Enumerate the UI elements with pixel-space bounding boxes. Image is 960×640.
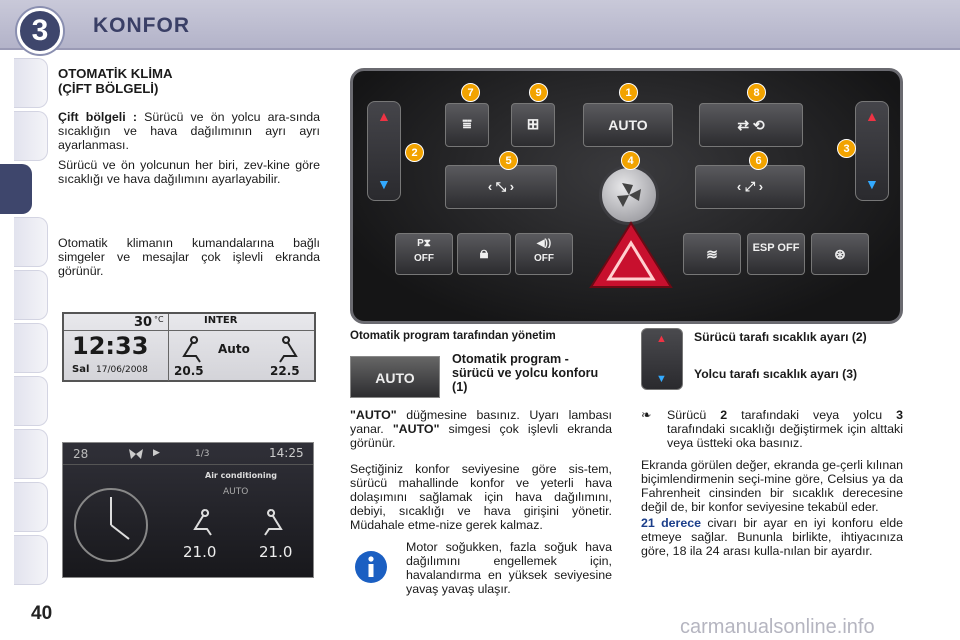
watermark: carmanualsonline.info (680, 616, 875, 638)
auto-program-text (350, 408, 612, 600)
date: 17/06/2008 (96, 365, 148, 375)
recirculation-icon: ⇄ ⟲ (737, 117, 765, 133)
fan-icon (125, 446, 147, 462)
driver-air-distribution-button[interactable] (445, 165, 557, 209)
child-lock-button[interactable] (811, 233, 869, 275)
text: simgesi çok işlevli ekranda görünür. (350, 422, 612, 450)
temp-down-arrow-icon: ▼ (865, 176, 879, 192)
driver-temp-rocker[interactable] (367, 101, 401, 201)
passenger-temp-heading: Yolcu tarafı sıcaklık ayarı (3) (694, 367, 858, 381)
figure-caption: Otomatik program tarafından yönetim (350, 330, 556, 342)
page-header (0, 0, 960, 50)
outside-temp: 28 (73, 447, 89, 461)
passenger-air-distribution-button[interactable] (695, 165, 805, 209)
temp-rocker-thumbnail (641, 328, 683, 390)
air-distribution-icon: ‹ ⤡ › (487, 179, 515, 194)
rear-window-demist-icon: ⊞ (526, 116, 540, 133)
info-text: Motor soğukken, fazla soğuk hava dağılımını engellemek için, havalandırma en yüksek seviyesine yavaş yavaş ulaşır. (406, 540, 612, 596)
suspension-icon: ≋ (706, 246, 718, 262)
callout-9: 9 (529, 83, 548, 102)
parking-sensor-icon: P⧗ (417, 238, 431, 249)
chapter-tab[interactable] (14, 429, 48, 479)
outside-temp: 30 (134, 315, 153, 330)
off-label: OFF (534, 253, 554, 264)
seat-icon (276, 334, 302, 364)
paragraph: Ekranda görülen değer, ekranda ge-çerli kılınan biçimlendirmenin seçi-mine göre, Celsius ya da Fahrenheit cinsinden bir sıcaklık derecesine değil de, bir konfor seviyesine tekabül eder. (641, 458, 903, 514)
auto-label: AUTO (608, 117, 648, 133)
number: 2 (720, 408, 728, 422)
alarm-off-button[interactable] (515, 233, 573, 275)
callout-1: 1 (619, 83, 638, 102)
dual-zone-text: Sürücü ve ön yolcu ara-sında sıcaklığın ve hava dağılımının ayrı ayrı ayarlanması. (58, 110, 320, 152)
page-number: 40 (31, 603, 53, 624)
seat-icon (189, 507, 215, 537)
alarm-icon: ◀)) (536, 238, 552, 249)
climate-control-panel (350, 68, 903, 324)
left-temp: 20.5 (174, 364, 204, 378)
right-temp: 21.0 (259, 543, 293, 561)
suspension-button[interactable] (683, 233, 741, 275)
child-safety-icon: ⊛ (834, 246, 846, 262)
seat-icon (178, 334, 204, 364)
callout-2: 2 (405, 143, 424, 162)
clock-face-icon (71, 485, 151, 565)
dual-zone-label: Çift bölgeli : (58, 110, 137, 124)
fan-icon (602, 168, 656, 222)
right-temp: 22.5 (270, 364, 300, 378)
multifunction-display-b (62, 442, 314, 578)
chapter-tab[interactable] (14, 217, 48, 267)
paragraph: Otomatik klimanın kumandalarına bağlı simgeler ve mesajlar çok işlevli ekranda görünür. (58, 236, 320, 278)
rear-demist-button[interactable] (511, 103, 555, 147)
divider (168, 331, 169, 381)
auto-quote: "AUTO" (350, 408, 397, 422)
multifunction-display-a (62, 312, 316, 382)
bullet-paragraph (641, 408, 903, 450)
clock: 12:33 (72, 332, 149, 360)
parking-sensor-off-button[interactable] (395, 233, 453, 275)
temp-down-arrow-icon: ▼ (656, 373, 667, 385)
section-subtitle: (ÇİFT BÖLGELİ) (58, 81, 159, 96)
callout-4: 4 (621, 151, 640, 170)
bullet-icon: ❧ (641, 408, 652, 422)
temp-unit: °C (154, 315, 164, 324)
page-indicator: 1/3 (195, 449, 210, 459)
divider (64, 330, 314, 331)
windscreen-demist-icon: ⩸ (462, 116, 472, 133)
esp-off-label: ESP OFF (752, 242, 800, 254)
chapter-tabs (0, 58, 48, 588)
air-distribution-icon: ‹ ⤢ › (736, 179, 764, 194)
chapter-title: KONFOR (93, 14, 190, 37)
seat-icon (261, 507, 287, 537)
text: tarafındaki veya yolcu (741, 408, 883, 422)
divider (63, 464, 313, 465)
chapter-tab[interactable] (14, 323, 48, 373)
chapter-tab-active[interactable] (0, 164, 32, 214)
paragraph: Sürücü ve ön yolcunun her biri, zev-kine göre sıcaklığı ve hava dağılımını ayarlayabilir. (58, 158, 320, 186)
panel-title: Air conditioning (205, 471, 277, 480)
auto-quote: "AUTO" (392, 422, 440, 436)
play-icon: ▶ (153, 448, 160, 458)
callout-3: 3 (837, 139, 856, 158)
chapter-number: 3 (17, 8, 63, 54)
text: Sürücü (667, 408, 707, 422)
central-lock-button[interactable] (457, 233, 511, 275)
temp-up-arrow-icon: ▲ (865, 108, 879, 124)
dual-zone-paragraph (58, 110, 320, 152)
info-icon (354, 550, 388, 584)
paragraph (350, 408, 612, 450)
clock: 14:25 (269, 446, 304, 460)
air-recirculation-button[interactable] (699, 103, 803, 147)
paragraph: Seçtiğiniz konfor seviyesine göre sis-tem, sürücü mahallinde konfor ve yeterli hava dolaşımını sağlamak için hava dağılımını, debiyi, sıcaklığı ve hava girişini yönetir. Müdahale etme-nize gerek kalmaz. (350, 462, 612, 532)
left-column (58, 66, 320, 278)
text: düğmesine basınız. Uyarı lambası yanar. (350, 408, 612, 436)
text: tarafındaki sıcaklığı değiştirmek için alttaki veya üstteki oka basınız. (667, 422, 903, 450)
display-mode: INTER (204, 315, 238, 326)
info-box (350, 540, 612, 600)
callout-5: 5 (499, 151, 518, 170)
fan-speed-knob[interactable] (599, 165, 659, 225)
auto-button[interactable] (583, 103, 673, 147)
auto-button-thumbnail: AUTO (350, 356, 440, 398)
weekday: Sal (72, 364, 90, 375)
temp-down-arrow-icon: ▼ (377, 176, 391, 192)
chapter-tab[interactable] (14, 58, 48, 108)
text: civarı bir ayar en iyi konforu elde etmeye sağlar. Bununla birlikte, ihtiyacınıza göre, 18 ila 24 arası kulla-nılan bir ayardır. (641, 516, 903, 558)
off-label: OFF (414, 253, 434, 264)
chapter-tab[interactable] (14, 270, 48, 320)
callout-7: 7 (461, 83, 480, 102)
paragraph (641, 516, 903, 558)
esp-off-button[interactable] (747, 233, 805, 275)
divider (168, 314, 169, 330)
section-title: OTOMATİK KLİMA (58, 66, 173, 81)
chapter-tab[interactable] (14, 111, 48, 161)
auto-program-heading: Otomatik program - sürücü ve yolcu konforu (1) (452, 352, 599, 394)
callout-8: 8 (747, 83, 766, 102)
left-temp: 21.0 (183, 543, 217, 561)
auto-indicator: Auto (218, 342, 250, 356)
chapter-tab[interactable] (14, 482, 48, 532)
auto-indicator: AUTO (223, 487, 249, 497)
front-demist-button[interactable] (445, 103, 489, 147)
chapter-tab[interactable] (14, 376, 48, 426)
callout-6: 6 (749, 151, 768, 170)
temperature-text (641, 408, 903, 558)
passenger-temp-rocker[interactable] (855, 101, 889, 201)
driver-temp-heading: Sürücü tarafı sıcaklık ayarı (2) (694, 330, 867, 344)
hazard-warning-button[interactable] (589, 221, 673, 291)
lock-icon: 🔒︎ (479, 245, 489, 262)
temp-up-arrow-icon: ▲ (377, 108, 391, 124)
chapter-tab[interactable] (14, 535, 48, 585)
highlight: 21 derece (641, 516, 702, 530)
temp-up-arrow-icon: ▲ (656, 333, 667, 345)
number: 3 (896, 408, 904, 422)
